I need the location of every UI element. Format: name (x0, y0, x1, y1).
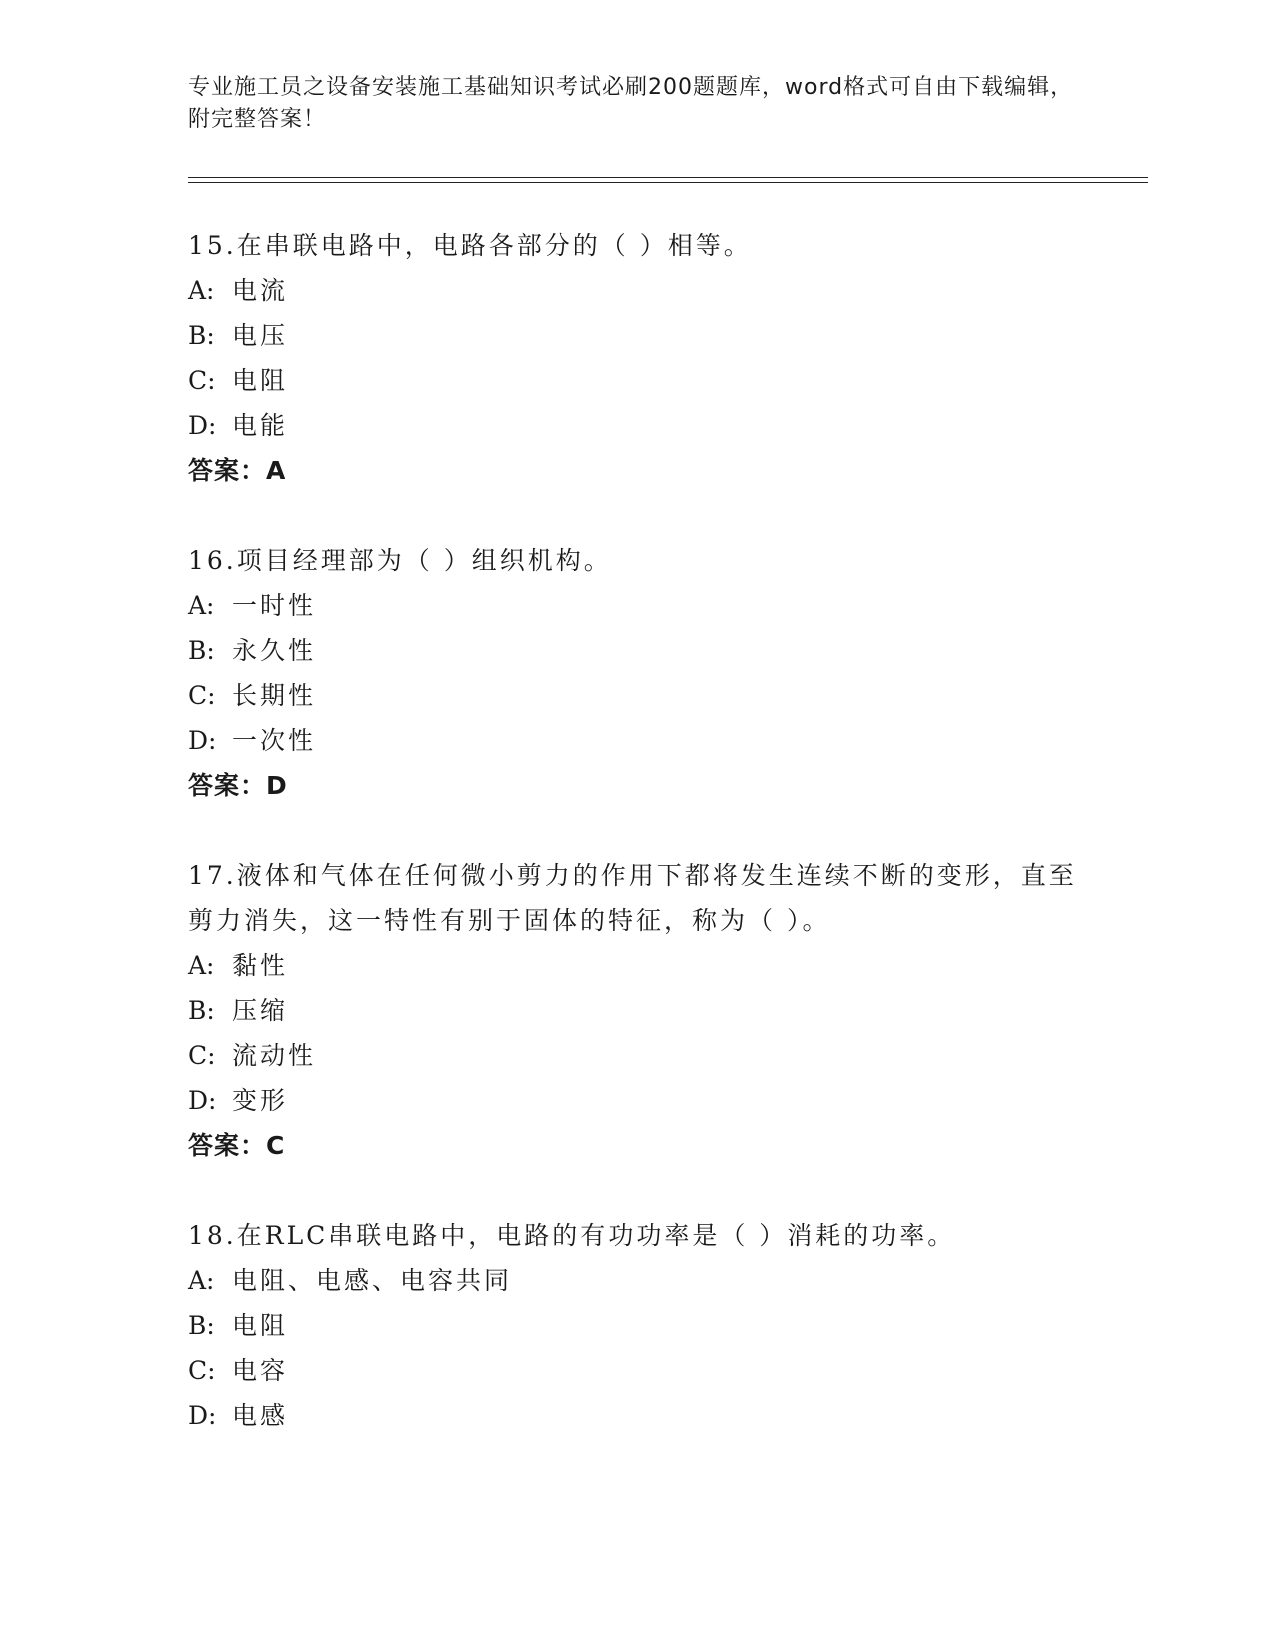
option-d (188, 1078, 1088, 1123)
option-c (188, 1033, 1088, 1078)
option-text: 电感 (232, 1401, 289, 1430)
option-text: 电阻、电感、电容共同 (232, 1266, 513, 1295)
option-key: B: (188, 321, 215, 350)
option-text: 电阻 (232, 1311, 289, 1340)
option-key: B: (188, 636, 215, 665)
option-key: D: (188, 1401, 217, 1430)
document-header: 专业施工员之设备安装施工基础知识考试必刷200题题库，word格式可自由下载编辑，附完整答案！ (188, 75, 1074, 132)
option-text: 黏性 (232, 951, 289, 980)
option-a (188, 268, 1088, 313)
option-text: 流动性 (232, 1041, 317, 1070)
option-a (188, 943, 1088, 988)
option-text: 一次性 (232, 726, 317, 755)
option-text: 电容 (232, 1356, 289, 1385)
option-b (188, 313, 1088, 358)
option-key: C: (188, 1041, 216, 1070)
option-d (188, 403, 1088, 448)
option-c (188, 1348, 1088, 1393)
option-text: 变形 (232, 1086, 289, 1115)
option-b (188, 628, 1088, 673)
option-key: D: (188, 411, 217, 440)
option-text: 电阻 (232, 366, 289, 395)
option-a (188, 1258, 1088, 1303)
question-18 (188, 1213, 1088, 1438)
option-key: A: (188, 1266, 215, 1295)
answer: 答案：C (188, 1131, 286, 1160)
option-text: 电能 (232, 411, 289, 440)
option-key: A: (188, 591, 215, 620)
question-stem: 16.项目经理部为（ ）组织机构。 (188, 546, 612, 575)
option-d (188, 1393, 1088, 1438)
option-key: D: (188, 1086, 217, 1115)
answer: 答案：D (188, 771, 288, 800)
option-key: A: (188, 951, 215, 980)
question-stem: 17.液体和气体在任何微小剪力的作用下都将发生连续不断的变形，直至剪力消失，这一特性有别于固体的特征，称为（ ）。 (188, 861, 1077, 935)
option-text: 永久性 (232, 636, 317, 665)
option-text: 电流 (232, 276, 289, 305)
option-c (188, 673, 1088, 718)
option-b (188, 1303, 1088, 1348)
option-d (188, 718, 1088, 763)
option-text: 电压 (232, 321, 289, 350)
option-key: A: (188, 276, 215, 305)
option-text: 一时性 (232, 591, 317, 620)
answer: 答案：A (188, 456, 287, 485)
question-15 (188, 223, 1088, 493)
question-17 (188, 853, 1088, 1168)
header-divider-bottom (188, 182, 1148, 183)
option-key: B: (188, 996, 215, 1025)
option-text: 长期性 (232, 681, 317, 710)
option-b (188, 988, 1088, 1033)
option-key: C: (188, 366, 216, 395)
option-key: C: (188, 681, 216, 710)
option-text: 压缩 (232, 996, 289, 1025)
option-key: B: (188, 1311, 215, 1340)
question-stem: 15.在串联电路中，电路各部分的（ ）相等。 (188, 231, 752, 260)
option-a (188, 583, 1088, 628)
option-c (188, 358, 1088, 403)
option-key: D: (188, 726, 217, 755)
question-16 (188, 538, 1088, 808)
question-stem: 18.在RLC串联电路中，电路的有功功率是（ ）消耗的功率。 (188, 1221, 956, 1250)
option-key: C: (188, 1356, 216, 1385)
header-divider-top (188, 177, 1148, 178)
